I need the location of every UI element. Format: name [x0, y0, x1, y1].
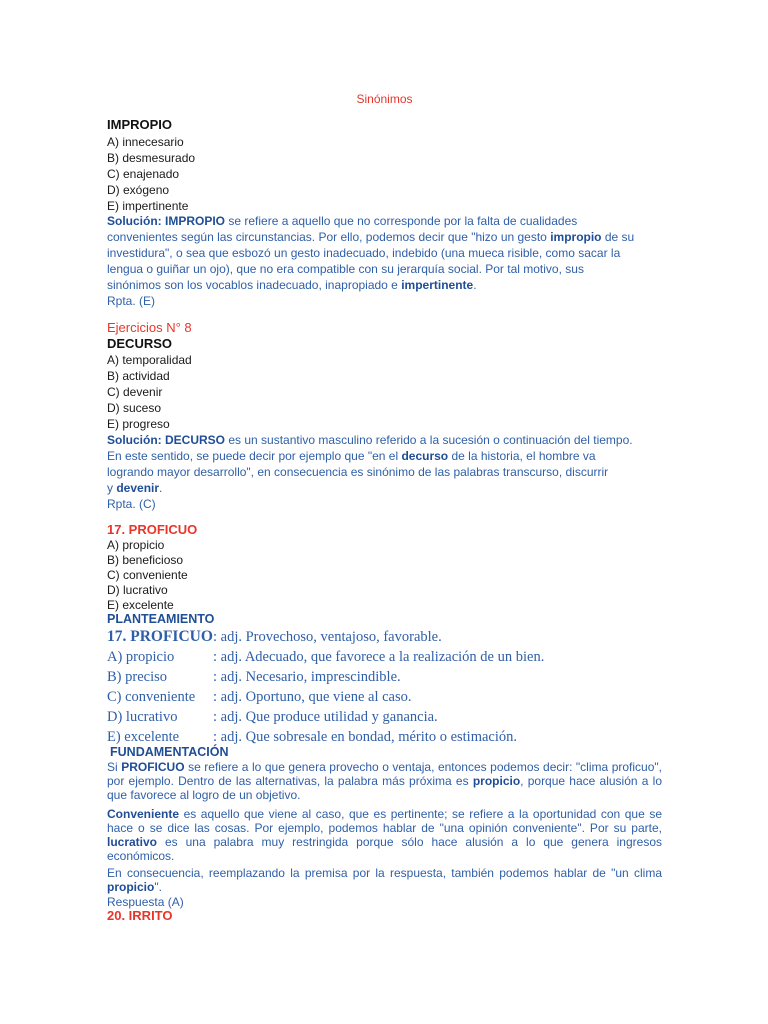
- definition-row: [107, 667, 667, 687]
- keyword: decurso: [401, 449, 449, 463]
- definition-text: : adj. Provechoso, ventajoso, favorable.: [213, 629, 442, 645]
- options-list: [107, 134, 195, 214]
- exercise-heading: Ejercicios N° 8: [107, 320, 192, 335]
- solution-text: de su: [601, 230, 635, 244]
- planteamiento-heading: PLANTEAMIENTO: [107, 612, 215, 626]
- definition-text: : adj. Que produce utilidad y ganancia.: [213, 709, 438, 725]
- keyword: impertinente: [401, 278, 474, 292]
- solution-label: Solución: IMPROPIO: [107, 214, 226, 228]
- paragraph-text: En consecuencia, reemplazando la premisa por la respuesta, también podemos hablar de "un clima: [107, 866, 662, 880]
- page-title: Sinónimos: [356, 92, 413, 106]
- paragraph-text: , porque hace alusión a lo que favorece al logro de un objetivo.: [107, 774, 662, 802]
- solution-text: investidura", o sea que esbozó un gesto inadecuado, indebido (una mueca risible, como sacar la: [107, 246, 621, 260]
- keyword: propicio: [107, 880, 155, 894]
- option-a: A) temporalidad: [107, 353, 192, 367]
- solution-impropio: [107, 213, 667, 309]
- definition-term: A) propicio: [107, 649, 175, 665]
- options-list: [107, 352, 192, 432]
- paragraph-text: se refiere a lo que genera provecho o ventaja, entonces podemos decir: "clima proficuo", por ejemplo. Dentro de las alternativas, la palabra más próxima es: [107, 760, 662, 788]
- solution-label: Solución: DECURSO: [107, 433, 226, 447]
- option-b: B) beneficioso: [107, 553, 184, 567]
- keyword: impropio: [550, 230, 602, 244]
- definition-term: E) excelente: [107, 729, 180, 745]
- option-d: D) suceso: [107, 401, 162, 415]
- keyword: lucrativo: [107, 835, 158, 849]
- word-impropio: IMPROPIO: [107, 117, 173, 132]
- keyword: propicio: [472, 774, 521, 788]
- fundamentacion-p2: [107, 807, 662, 863]
- option-c: C) enajenado: [107, 167, 180, 181]
- solution-decurso: [107, 432, 667, 512]
- solution-text: sinónimos son los vocablos inadecuado, inapropiado e: [107, 278, 402, 292]
- solution-text: lengua o guiñar un ojo), que no era compatible con su jerarquía social. Por tal motivo, sus: [107, 262, 584, 276]
- solution-text: .: [159, 481, 163, 495]
- fundamentacion-p1: [107, 760, 662, 802]
- fundamentacion-p3: [107, 866, 662, 894]
- paragraph-text: es aquello que viene al caso, que es pertinente; se refiere a la oportunidad con que se hace o se dice las cosas. Por ejemplo, podemos hablar de "una opinión conveniente". Por su parte,: [107, 807, 662, 835]
- solution-text: logrando mayor desarrollo", en consecuencia es sinónimo de las palabras transcurso, discurrir: [107, 465, 609, 479]
- definition-text: : adj. Oportuno, que viene al caso.: [213, 689, 412, 705]
- solution-text: se refiere a aquello que no corresponde por la falta de cualidades: [225, 214, 578, 228]
- definition-row: [107, 647, 667, 667]
- keyword: Conveniente: [107, 807, 180, 821]
- paragraph-text: es una palabra muy restringida porque sólo hace alusión a lo que genera ingresos económicos.: [107, 835, 662, 863]
- option-d: D) lucrativo: [107, 583, 168, 597]
- answer-text: Respuesta (A): [107, 895, 184, 909]
- definition-row: [107, 687, 667, 707]
- solution-text: convenientes según las circunstancias. Por ello, podemos decir que "hizo un gesto: [107, 230, 551, 244]
- solution-text: .: [473, 278, 477, 292]
- answer-text: Rpta. (C): [107, 497, 156, 511]
- definition-text: : adj. Necesario, imprescindible.: [213, 669, 401, 685]
- definition-term: B) preciso: [107, 669, 167, 685]
- options-list: [107, 538, 188, 613]
- definition-text: : adj. Que sobresale en bondad, mérito o estimación.: [213, 729, 518, 745]
- option-e: E) impertinente: [107, 199, 189, 213]
- paragraph-text: ".: [154, 880, 162, 894]
- option-d: D) exógeno: [107, 183, 170, 197]
- answer-text: Rpta. (E): [107, 294, 156, 308]
- option-c: C) devenir: [107, 385, 163, 399]
- option-e: E) progreso: [107, 417, 170, 431]
- definition-row: [107, 627, 667, 647]
- option-b: B) actividad: [107, 369, 170, 383]
- keyword: devenir: [116, 481, 160, 495]
- option-a: A) propicio: [107, 538, 165, 552]
- paragraph-text: Si: [107, 760, 122, 774]
- option-c: C) conveniente: [107, 568, 188, 582]
- definition-term: C) conveniente: [107, 689, 196, 705]
- solution-text: y: [107, 481, 117, 495]
- definition-term: D) lucrativo: [107, 709, 178, 725]
- option-e: E) excelente: [107, 598, 174, 612]
- definition-row: [107, 727, 667, 747]
- definition-text: : adj. Adecuado, que favorece a la realización de un bien.: [213, 649, 545, 665]
- solution-text: En este sentido, se puede decir por ejemplo que "en el: [107, 449, 402, 463]
- fundamentacion-heading: FUNDAMENTACIÓN: [110, 745, 229, 759]
- definition-term: 17. PROFICUO: [107, 628, 213, 645]
- exercise-heading: 17. PROFICUO: [107, 522, 198, 537]
- exercise-heading: 20. IRRITO: [107, 908, 173, 923]
- keyword: PROFICUO: [121, 760, 185, 774]
- definition-row: [107, 707, 667, 727]
- option-b: B) desmesurado: [107, 151, 196, 165]
- definitions-list: [107, 627, 667, 747]
- solution-text: de la historia, el hombre va: [448, 449, 596, 463]
- word-decurso: DECURSO: [107, 336, 173, 351]
- solution-text: es un sustantivo masculino referido a la sucesión o continuación del tiempo.: [225, 433, 633, 447]
- option-a: A) innecesario: [107, 135, 184, 149]
